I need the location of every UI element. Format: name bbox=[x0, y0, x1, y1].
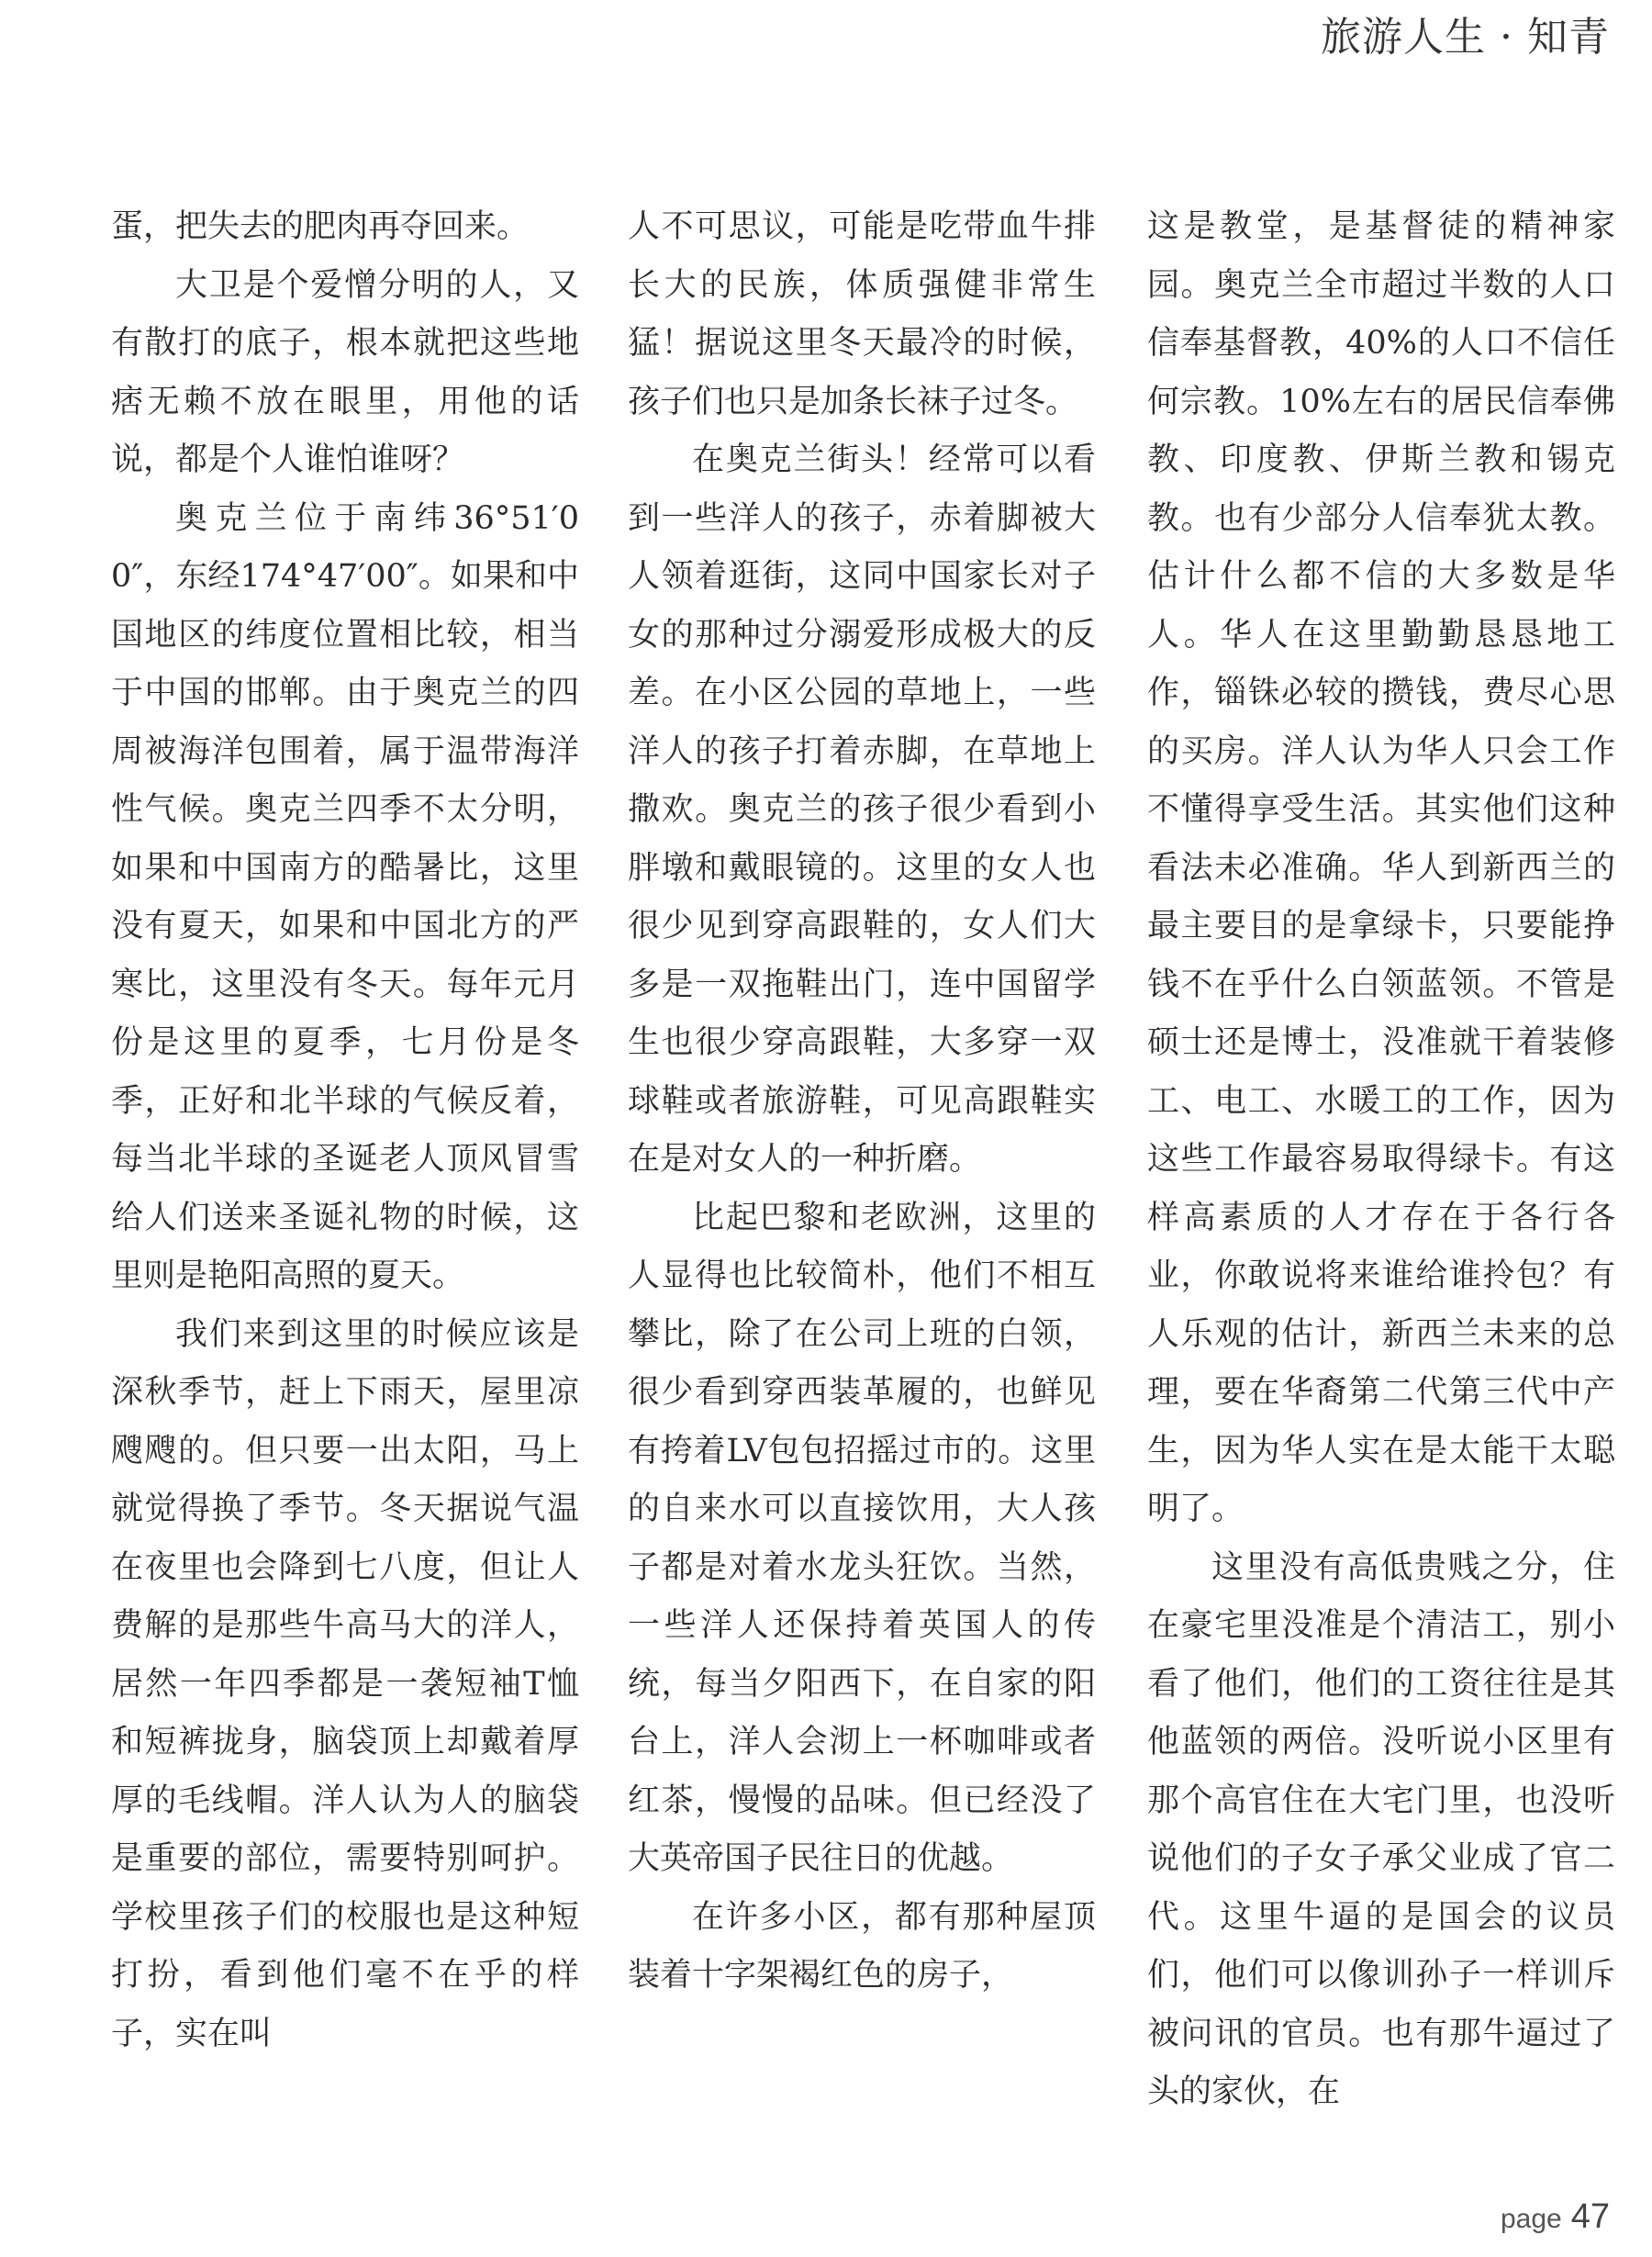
paragraph: 在奥克兰街头！经常可以看到一些洋人的孩子，赤着脚被大人领着逛街，这同中国家长对子女的那种过分溺爱形成极大的反差。在小区公园的草地上，一些洋人的孩子打着赤脚，在草地上撒欢。奥克兰的孩子很少看到小胖墩和戴眼镜的。这里的女人也很少见到穿高跟鞋的，女人们大多是一双拖鞋出门，连中国留学生也很少穿高跟鞋，大多穿一双球鞋或者旅游鞋，可见高跟鞋实在是对女人的一种折磨。 bbox=[628, 441, 1096, 1178]
paragraph: 蛋，把失去的肥肉再夺回来。 bbox=[111, 208, 530, 245]
paragraph: 人不可思议，可能是吃带血牛排长大的民族，体质强健非常生猛！据说这里冬天最冷的时候，孩子们也只是加条长袜子过冬。 bbox=[628, 208, 1096, 420]
section-header: 旅游人生 · 知青 bbox=[1321, 14, 1610, 61]
text-column-2 bbox=[628, 198, 1096, 2172]
paragraph: 在许多小区，都有那种屋顶装着十字架褐红色的房子， bbox=[628, 1898, 1096, 1994]
paragraph: 大卫是个爱憎分明的人，又有散打的底子，根本就把这些地痞无赖不放在眼里，用他的话说，都是个人谁怕谁呀？ bbox=[111, 266, 579, 478]
paragraph: 这是教堂，是基督徒的精神家园。奥克兰全市超过半数的人口信奉基督教，40%的人口不信任何宗教。10%左右的居民信奉佛教、印度教、伊斯兰教和锡克教。也有少部分人信奉犹太教。估计什么都不信的大多数是华人。华人在这里勤勤恳恳地工作，锱铢必较的攒钱，费尽心思的买房。洋人认为华人只会工作不懂得享受生活。其实他们这种看法未必准确。华人到新西兰的最主要目的是拿绿卡，只要能挣钱不在乎什么白领蓝领。不管是硕士还是博士，没准就干着装修工、电工、水暖工的工作，因为这些工作最容易取得绿卡。有这样高素质的人才存在于各行各业，你敢说将来谁给谁拎包？有人乐观的估计，新西兰未来的总理，要在华裔第二代第三代中产生，因为华人实在是太能干太聪明了。 bbox=[1147, 208, 1615, 1527]
page-number: 47 bbox=[1570, 2197, 1610, 2236]
text-column-1 bbox=[111, 198, 579, 2172]
paragraph: 奥克兰位于南纬36°51′00″，东经174°47′00″。如果和中国地区的纬度位置相比较，相当于中国的邯郸。由于奥克兰的四周被海洋包围着，属于温带海洋性气候。奥克兰四季不太分明，如果和中国南方的酷暑比，这里没有夏天，如果和中国北方的严寒比，这里没有冬天。每年元月份是这里的夏季，七月份是冬季，正好和北半球的气候反着，每当北半球的圣诞老人顶风冒雪给人们送来圣诞礼物的时候，这里则是艳阳高照的夏天。 bbox=[111, 499, 579, 1294]
paragraph: 这里没有高低贵贱之分，住在豪宅里没准是个清洁工，别小看了他们，他们的工资往往是其他蓝领的两倍。没听说小区里有那个高官住在大宅门里，也没听说他们的子女子承父业成了官二代。这里牛逼的是国会的议员们，他们可以像训孙子一样训斥被问讯的官员。也有那牛逼过了头的家伙，在 bbox=[1147, 1548, 1615, 2110]
paragraph: 比起巴黎和老欧洲，这里的人显得也比较简朴，他们不相互攀比，除了在公司上班的白领，很少看到穿西装革履的，也鲜见有挎着LV包包招摇过市的。这里的自来水可以直接饮用，大人孩子都是对着水龙头狂饮。当然，一些洋人还保持着英国人的传统，每当夕阳西下，在自家的阳台上，洋人会沏上一杯咖啡或者红茶，慢慢的品味。但已经没了大英帝国子民往日的优越。 bbox=[628, 1199, 1096, 1877]
page-label: page bbox=[1500, 2204, 1562, 2234]
paragraph: 我们来到这里的时候应该是深秋季节，赶上下雨天，屋里凉飕飕的。但只要一出太阳，马上就觉得换了季节。冬天据说气温在夜里也会降到七八度，但让人费解的是那些牛高马大的洋人，居然一年四季都是一袭短袖T恤和短裤拢身，脑袋顶上却戴着厚厚的毛线帽。洋人认为人的脑袋是重要的部位，需要特别呵护。学校里孩子们的校服也是这种短打扮，看到他们毫不在乎的样子，实在叫 bbox=[111, 1315, 579, 2052]
page-footer bbox=[1501, 2197, 1610, 2237]
text-column-3 bbox=[1147, 198, 1615, 2172]
